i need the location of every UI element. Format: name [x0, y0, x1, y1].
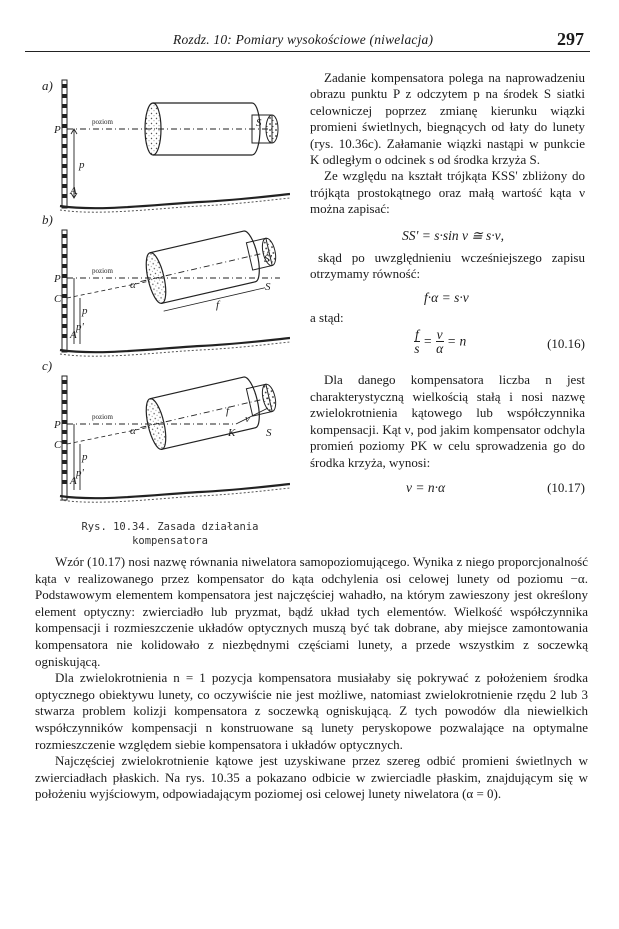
caption-line-2: kompensatora — [132, 535, 208, 547]
label-pprime-b: p' — [76, 321, 84, 333]
label-S-b: S — [265, 281, 271, 293]
label-S-a: S — [256, 117, 262, 129]
label-poziom-c: poziom — [92, 413, 113, 421]
equation-1 — [310, 224, 585, 250]
paragraph: Dla zwielokrotnienia n = 1 pozycja kompensatora musiałaby się pokrywać z położeniem środka optycznego obiektywu lunety, co oczywiście nie jest możliwe, natomiast zwielokrotnienie rzędu 2 lub 3 stwarza problem kolizji kompensatora z soczewką ogniskującą. Z tych powodów dla niewielkich współczynników kompensacji n konstruowane są lunety peryskopowe pozwalające na optymalne rozmieszczenie względem siebie kompensatora i układów optycznych. — [35, 670, 588, 752]
equals-n: = n — [447, 333, 467, 349]
label-S-c: S — [266, 427, 272, 439]
paragraph: Najczęściej zwielokrotnienie kątowe jest uzyskiwane przez szereg odbić promieni świetlnych w zwierciadłach płaskich. Na rys. 10.35 a pokazano odbicie w zwierciadle płaskim, znajdującym się w położeniu wyjściowym, odpowiadającym poziomej osi celowej lunety niwelatora (α = 0). — [35, 753, 588, 802]
numerator: ν — [436, 327, 443, 343]
equation-number: (10.16) — [547, 336, 585, 352]
page-number: 297 — [557, 29, 584, 49]
label-p-c: p — [82, 451, 88, 463]
label-A-b: A — [70, 329, 77, 341]
label-poziom-b: poziom — [92, 267, 113, 275]
equation-fraction-group — [414, 328, 466, 355]
equation-10-16 — [310, 328, 585, 366]
equation-text: SS' = s·sin ν ≅ s·ν, — [402, 227, 505, 243]
equation-text: f·α = s·ν — [424, 290, 469, 306]
text-a-stad: a stąd: — [310, 310, 344, 326]
label-K-c: K — [228, 427, 236, 439]
label-alpha-c: α — [130, 425, 136, 437]
label-alpha-b: α — [130, 279, 136, 291]
page-header — [25, 29, 590, 52]
body-text — [35, 554, 588, 803]
label-C-b: C — [54, 293, 62, 305]
label-P-b: P — [54, 273, 61, 285]
panel-label-c: c) — [42, 358, 53, 373]
panel-label-b: b) — [42, 212, 53, 227]
label-pprime-c: p' — [76, 467, 84, 479]
label-v-c: ν — [245, 413, 250, 425]
denominator: α — [436, 341, 444, 357]
fraction-nu-alpha — [436, 328, 444, 355]
label-f-c: f — [226, 405, 230, 417]
chapter-title: Rozdz. 10: Pomiary wysokościowe (niwelacja) — [173, 32, 434, 47]
paragraph: Dla danego kompensatora liczba n jest charakterystyczną wielkością stałą i nosi nazwę zwielokrotnienia kątowego lub współczynnika kompensacji. Kąt ν, pod jakim kompensator odchyla promień poziomy PK w celu sprowadzenia go do środka krzyża, wynosi: — [310, 372, 585, 470]
equation-text: ν = n·α — [406, 479, 446, 495]
caption-line-1: Rys. 10.34. Zasada działania — [81, 521, 259, 533]
figure-drawing — [40, 62, 290, 522]
paragraph: Ze względu na kształt trójkąta KSS' zbliżony do trójkąta prostokątnego oraz małą wartość kąta ν można zapisać: — [310, 168, 585, 217]
a-stad-line — [310, 310, 585, 328]
fraction-f-s — [414, 328, 420, 355]
denominator: s — [414, 341, 420, 357]
paragraph: Wzór (10.17) nosi nazwę równania niwelatora samopoziomującego. Wynika z niego proporcjonalność kąta ν realizowanego przez kompensator do kąta odchylenia osi celowej lunety od poziomu −α. Podstawowym elementem kompensatora jest najczęściej wahadło, na którym zawieszony jest określony element optyczny: zwierciadło lub pryzmat, bądź układ tych elementów. Wielkość współczynnika kompensacji i rozmieszczenie układów optycznych muszą być tak dobrane, aby miejsce zamontowania kompensatora nie kolidowało z niezbędnymi częściami lunety, a przede wszystkim z soczewką ogniskującą. — [35, 554, 588, 669]
paragraph: Zadanie kompensatora polega na naprowadzeniu obrazu punktu P z odczytem p na środek S siatki celowniczej poprzez zmianę kierunku wiązki promieni świetlnych, biegnących od łaty do lunety (rys. 10.36c). Załamanie wiązki nastąpi w punkcie K odległym o odcinek s od środka krzyża S. — [310, 70, 585, 168]
label-A-a: A — [70, 185, 77, 197]
label-p-a: p — [79, 159, 85, 171]
label-p-b: p — [82, 305, 88, 317]
label-f-b: f — [216, 299, 220, 311]
label-Sprime-b: S' — [264, 253, 272, 265]
label-P-c: P — [54, 419, 61, 431]
label-poziom-a: poziom — [92, 118, 113, 126]
right-column — [310, 70, 585, 501]
panel-label-a: a) — [42, 78, 53, 93]
figure-compensator — [40, 62, 290, 562]
equation-number: (10.17) — [547, 479, 585, 495]
figure-caption — [60, 520, 280, 548]
equation-10-17 — [310, 477, 585, 501]
label-A-c: A — [70, 475, 77, 487]
equals-sign: = — [423, 333, 433, 349]
numerator: f — [415, 327, 419, 343]
label-P-a: P — [54, 124, 61, 136]
equation-2 — [310, 288, 585, 310]
paragraph: skąd po uwzględnieniu wcześniejszego zapisu otrzymamy równość: — [310, 249, 585, 282]
label-C-c: C — [54, 439, 62, 451]
